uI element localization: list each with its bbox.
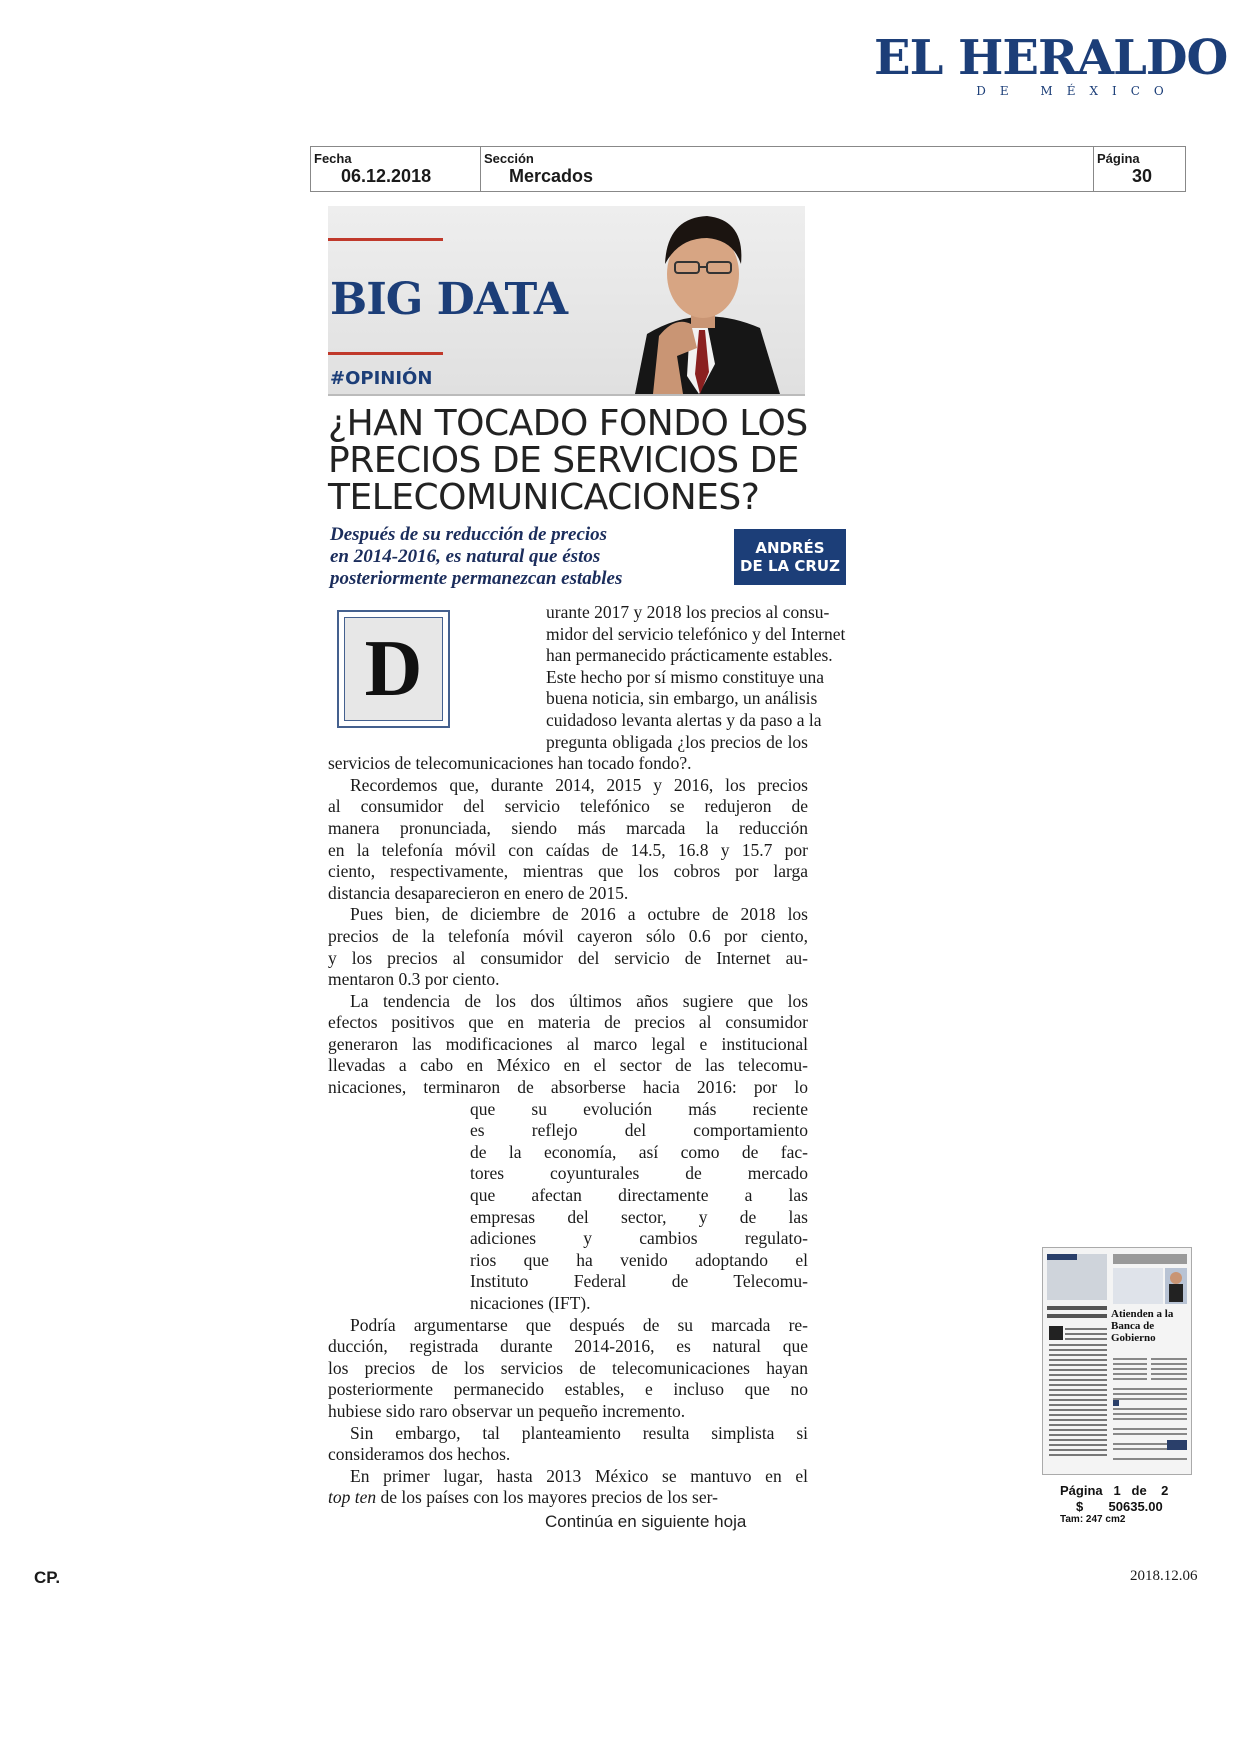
footer-date: 2018.12.06	[1130, 1568, 1198, 1584]
body-line: es reflejo del comportamiento	[470, 1120, 808, 1141]
body-line: En primer lugar, hasta 2013 México se mantuvo en el	[350, 1465, 808, 1486]
author-first-name: ANDRÉS	[755, 539, 825, 557]
body-line: Recordemos que, durante 2014, 2015 y 2016, los precios	[350, 774, 808, 795]
body-line: y los precios al consumidor del servicio de Internet au-	[328, 947, 808, 968]
body-line: que afectan directamente a las	[470, 1185, 808, 1206]
body-line: en la telefonía móvil con caídas de 14.5, 16.8 y 15.7 por	[328, 839, 808, 860]
body-line-rest: de los países con los mayores precios de los ser-	[376, 1487, 718, 1508]
body-line: nicaciones (IFT).	[470, 1293, 591, 1313]
body-line-mixed	[328, 1487, 808, 1509]
body-line: buena noticia, sin embargo, un análisis	[546, 688, 818, 709]
body-line: Sin embargo, tal planteamiento resulta simplista si	[350, 1422, 808, 1443]
body-line: tores coyunturales de mercado	[470, 1163, 808, 1184]
banner-title: BIG DATA	[330, 274, 568, 325]
page-total: 2	[1161, 1483, 1169, 1498]
body-line: precios de la telefonía móvil cayeron sólo 0.6 por ciento,	[328, 925, 808, 946]
body-line: ducción, registrada durante 2014-2016, es natural que	[328, 1336, 808, 1357]
seccion-cell	[481, 147, 1094, 191]
body-line: hubiese sido raro observar un pequeño incremento.	[328, 1400, 686, 1421]
fecha-cell	[311, 147, 481, 191]
article-body	[328, 602, 846, 1509]
body-line: Podría argumentarse que después de su marcada re-	[350, 1314, 808, 1335]
pagina-value: 30	[1132, 166, 1153, 186]
drop-cap-letter: D	[344, 617, 443, 721]
logo-sub-text: DE MÉXICO	[976, 84, 1178, 98]
subhead-line: Después de su reducción de precios	[330, 524, 608, 545]
banner-rule-top	[328, 238, 443, 241]
headline-line: PRECIOS DE SERVICIOS DE	[328, 440, 800, 481]
body-line: Instituto Federal de Telecomu-	[470, 1271, 808, 1292]
body-line: cuidadoso levanta alertas y da paso a la	[546, 709, 822, 730]
thumbnail-graphic	[1043, 1248, 1191, 1474]
fecha-value: 06.12.2018	[341, 166, 432, 186]
body-line: pregunta obligada ¿los precios de los	[546, 731, 808, 752]
body-line: de la economía, así como de fac-	[470, 1141, 808, 1162]
body-line: los precios de los servicios de telecomunicaciones hayan	[328, 1357, 808, 1378]
page-of-label: de	[1131, 1483, 1147, 1498]
subhead-line: posteriormente permanezcan estables	[330, 568, 623, 589]
continue-note: Continúa en siguiente hoja	[545, 1512, 747, 1531]
body-line: mentaron 0.3 por ciento.	[328, 969, 500, 990]
body-line: adiciones y cambios regulato-	[470, 1228, 808, 1249]
body-line: efectos positivos que en materia de precios al consumidor	[328, 1012, 808, 1033]
subhead-line: en 2014-2016, es natural que éstos	[330, 546, 601, 567]
italic-phrase: top ten	[328, 1487, 377, 1508]
body-line: urante 2017 y 2018 los precios al consu-	[546, 602, 830, 622]
body-line: servicios de telecomunicaciones han tocado fondo?.	[328, 753, 692, 774]
body-line: empresas del sector, y de las	[470, 1206, 808, 1227]
fecha-label: Fecha	[314, 151, 352, 166]
pagina-cell	[1094, 147, 1185, 191]
metadata-table	[310, 146, 1186, 192]
body-line: han permanecido prácticamente estables.	[546, 645, 833, 666]
banner-tag: #OPINIÓN	[330, 368, 433, 389]
author-badge	[734, 529, 846, 585]
author-last-name: DE LA CRUZ	[740, 557, 840, 575]
page-thumbnail	[1042, 1247, 1192, 1475]
page-label: Página	[1060, 1483, 1103, 1498]
footer-left-text: CP.	[34, 1568, 61, 1587]
body-line: nicaciones, terminaron de absorberse hacia 2016: por lo	[328, 1077, 808, 1098]
pagina-label: Página	[1097, 151, 1140, 166]
banner-rule-bottom	[328, 352, 443, 355]
author-portrait	[595, 206, 805, 394]
body-line: que su evolución más reciente	[470, 1098, 808, 1119]
price-amount: 50635.00	[1108, 1499, 1163, 1514]
body-line: distancia desaparecieron en enero de 2015.	[328, 882, 629, 903]
newspaper-logo	[874, 30, 1228, 98]
page-counter	[1060, 1483, 1200, 1498]
price-row	[1060, 1499, 1200, 1514]
body-line: rios que ha venido adoptando el	[470, 1249, 808, 1270]
page-info	[1060, 1483, 1200, 1525]
article-headline	[328, 405, 848, 516]
page-number: 1	[1113, 1483, 1121, 1498]
body-line: ciento, respectivamente, mientras que los cobros por larga	[328, 861, 808, 882]
headline-line: TELECOMUNICACIONES?	[328, 477, 760, 518]
body-line: al consumidor del servicio telefónico se redujeron de	[328, 796, 808, 817]
seccion-value: Mercados	[509, 166, 594, 186]
body-line: llevadas a cabo en México en el sector de las telecomu-	[328, 1055, 808, 1076]
seccion-label: Sección	[484, 151, 534, 166]
body-line: generaron las modificaciones al marco legal e institucional	[328, 1033, 808, 1054]
logo-main-text: EL HERALDO	[874, 30, 1228, 86]
size-info: Tam: 247 cm2	[1060, 1514, 1126, 1525]
thumbnail-headline: Atienden a la Banca de Gobierno	[1111, 1308, 1187, 1344]
currency-symbol: $	[1076, 1499, 1084, 1514]
body-line: consideramos dos hechos.	[328, 1444, 511, 1465]
headline-line: ¿HAN TOCADO FONDO LOS	[328, 403, 808, 444]
body-line: midor del servicio telefónico y del Internet	[546, 623, 846, 644]
body-line: manera pronunciada, siendo más marcada la reducción	[328, 817, 808, 838]
body-line: Pues bien, de diciembre de 2016 a octubre de 2018 los	[350, 904, 808, 925]
column-banner	[328, 206, 805, 396]
body-line: posteriormente permanecido estables, e incluso que no	[328, 1379, 808, 1400]
body-line: La tendencia de los dos últimos años sugiere que los	[350, 990, 808, 1011]
body-line: Este hecho por sí mismo constituye una	[546, 666, 825, 687]
article-subhead	[330, 524, 720, 590]
